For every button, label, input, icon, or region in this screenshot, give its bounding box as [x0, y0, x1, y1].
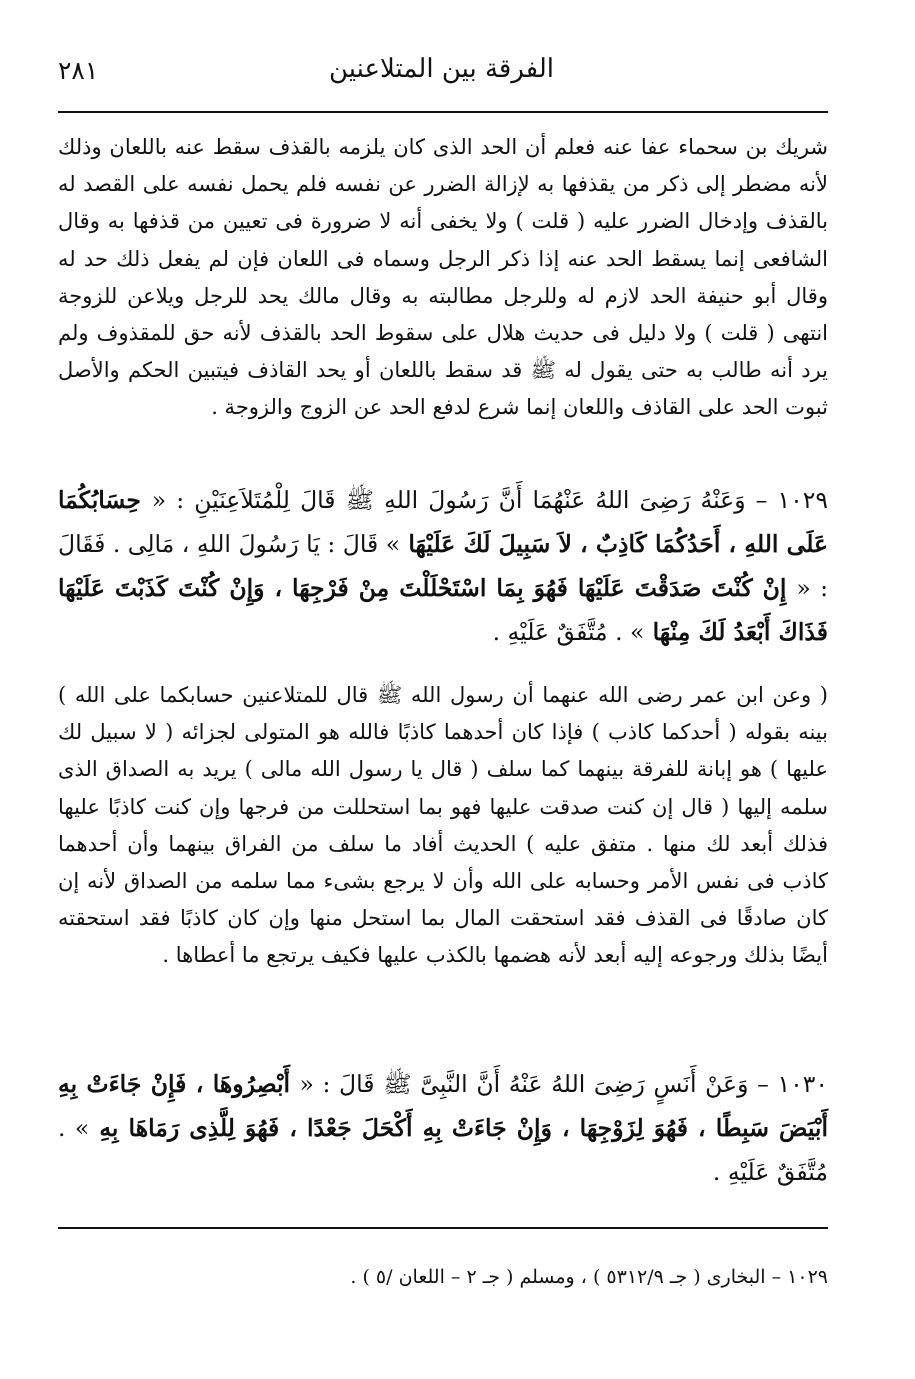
hadith-1030-prefix: ١٠٣٠ – وَعَنْ أَنَسٍ رَضِىَ اللهُ عَنْهُ أَنَّ النَّبِىَّ ﷺ قَالَ : «: [299, 1070, 828, 1098]
running-title: الفرقة بين المتلاعنين: [329, 54, 554, 84]
hadith-1029-text-b: إِنْ كُنْتَ صَدَقْتَ عَلَيْهَا فَهُوَ بِمَا اسْتَحْلَلْتَ مِنْ فَرْجِهَا ، وَإِنْ كُنْتَ كَذَبْتَ عَلَيْهَا فَذَاكَ أَبْعَدُ لَكَ مِنْهَا: [58, 574, 828, 646]
hadith-1030-text: أَبْصِرُوهَا ، فَإِنْ جَاءَتْ بِهِ أَبْيَضَ سَبِطًا ، فَهُوَ لِزَوْجِهَا ، وَإِنْ جَاءَتْ بِهِ أَكْحَلَ جَعْدًا ، فَهُوَ لِلَّذِى رَمَاهَا بِهِ: [58, 1070, 828, 1142]
hadith-1029-middle: » قَالَ : يَا رَسُولَ اللهِ ، مَالِى . فَقَالَ : «: [58, 530, 828, 602]
hadith-1030-ending: » . مُتَّفَقٌ عَلَيْهِ .: [58, 1114, 828, 1186]
footnote-rule: [58, 1227, 828, 1229]
hadith-1030: [58, 1062, 828, 1194]
page-header: [58, 48, 825, 98]
commentary-paragraph-2: ( وعن ابن عمر رضى الله عنهما أن رسول الله ﷺ قال للمتلاعنين حسابكما على الله ) بينه بقوله ( أحدكما كاذب ) فإذا كان أحدهما كاذبًا فالله هو المتولى لجزائه ( لا سبيل لك عليها ) هو إبانة للفرقة بينهما كما سلف ( قال يا رسول الله مالى ) يريد به الصداق الذى سلمه إليها ( قال إن كنت صدقت عليها فهو بما استحللت من فرجها وإن كنت كاذبًا عليها فذلك أبعد لك منها . متفق عليه ) الحديث أفاد ما سلف من الفراق بينهما وأن أحدهما كاذب فى نفس الأمر وحسابه على الله وأن لا يرجع بشىء مما سلمه من الصداق لأنه إن كان صادقًا فى القذف فقد استحقت المال بما استحل منها وإن كان كاذبًا فقد استحقته أيضًا بذلك ورجوعه إليه أبعد لأنه هضمها بالكذب عليها فكيف يرتجع ما أعطاها .: [58, 683, 828, 968]
hadith-1029-text-a: حِسَابُكُمَا عَلَى اللهِ ، أَحَدُكُمَا كَاذِبٌ ، لاَ سَبِيلَ لَكَ عَلَيْهَا: [58, 486, 829, 558]
hadith-1029: [58, 478, 828, 654]
commentary-paragraph-1: شريك بن سحماء عفا عنه فعلم أن الحد الذى كان يلزمه بالقذف سقط عنه باللعان وذلك لأنه مضطر إلى ذكر من يقذفها به لإزالة الضرر عن نفسه فلم يحمل نفسه على القصد له بالقذف وإدخال الضرر عليه ( قلت ) ولا يخفى أنه لا ضرورة فى تعيين من قذفها به وقال الشافعى إنما يسقط الحد عنه إذا ذكر الرجل وسماه فى اللعان فإن لم يفعل ذلك حد له وقال أبو حنيفة الحد لازم له وللرجل مطالبته به وقال مالك يحد للرجل ويلاعن للزوجة انتهى ( قلت ) ولا دليل فى حديث هلال على سقوط الحد بالقذف لأنه حق للمقذوف ولم يرد أنه طالب به حتى يقول له ﷺ قد سقط باللعان أو يحد القاذف فيتبين الحكم والأصل ثبوت الحد على القاذف واللعان إنما شرع لدفع الحد عن الزوج والزوجة .: [58, 135, 828, 420]
hadith-1029-ending: » . مُتَّفَقٌ عَلَيْهِ .: [492, 618, 645, 646]
page-number: ٢٨١: [58, 56, 99, 85]
header-rule: [58, 111, 828, 113]
hadith-1029-prefix: ١٠٢٩ – وَعَنْهُ رَضِىَ اللهُ عَنْهُمَا أَنَّ رَسُولَ اللهِ ﷺ قَالَ لِلْمُتَلاَعِنَيْنِ : «: [151, 486, 828, 514]
footnote: ١٠٢٩ – البخارى ( جـ ٥٣١٢/٩ ) ، ومسلم ( جـ ٢ – اللعان /٥ ) .: [350, 1266, 828, 1288]
